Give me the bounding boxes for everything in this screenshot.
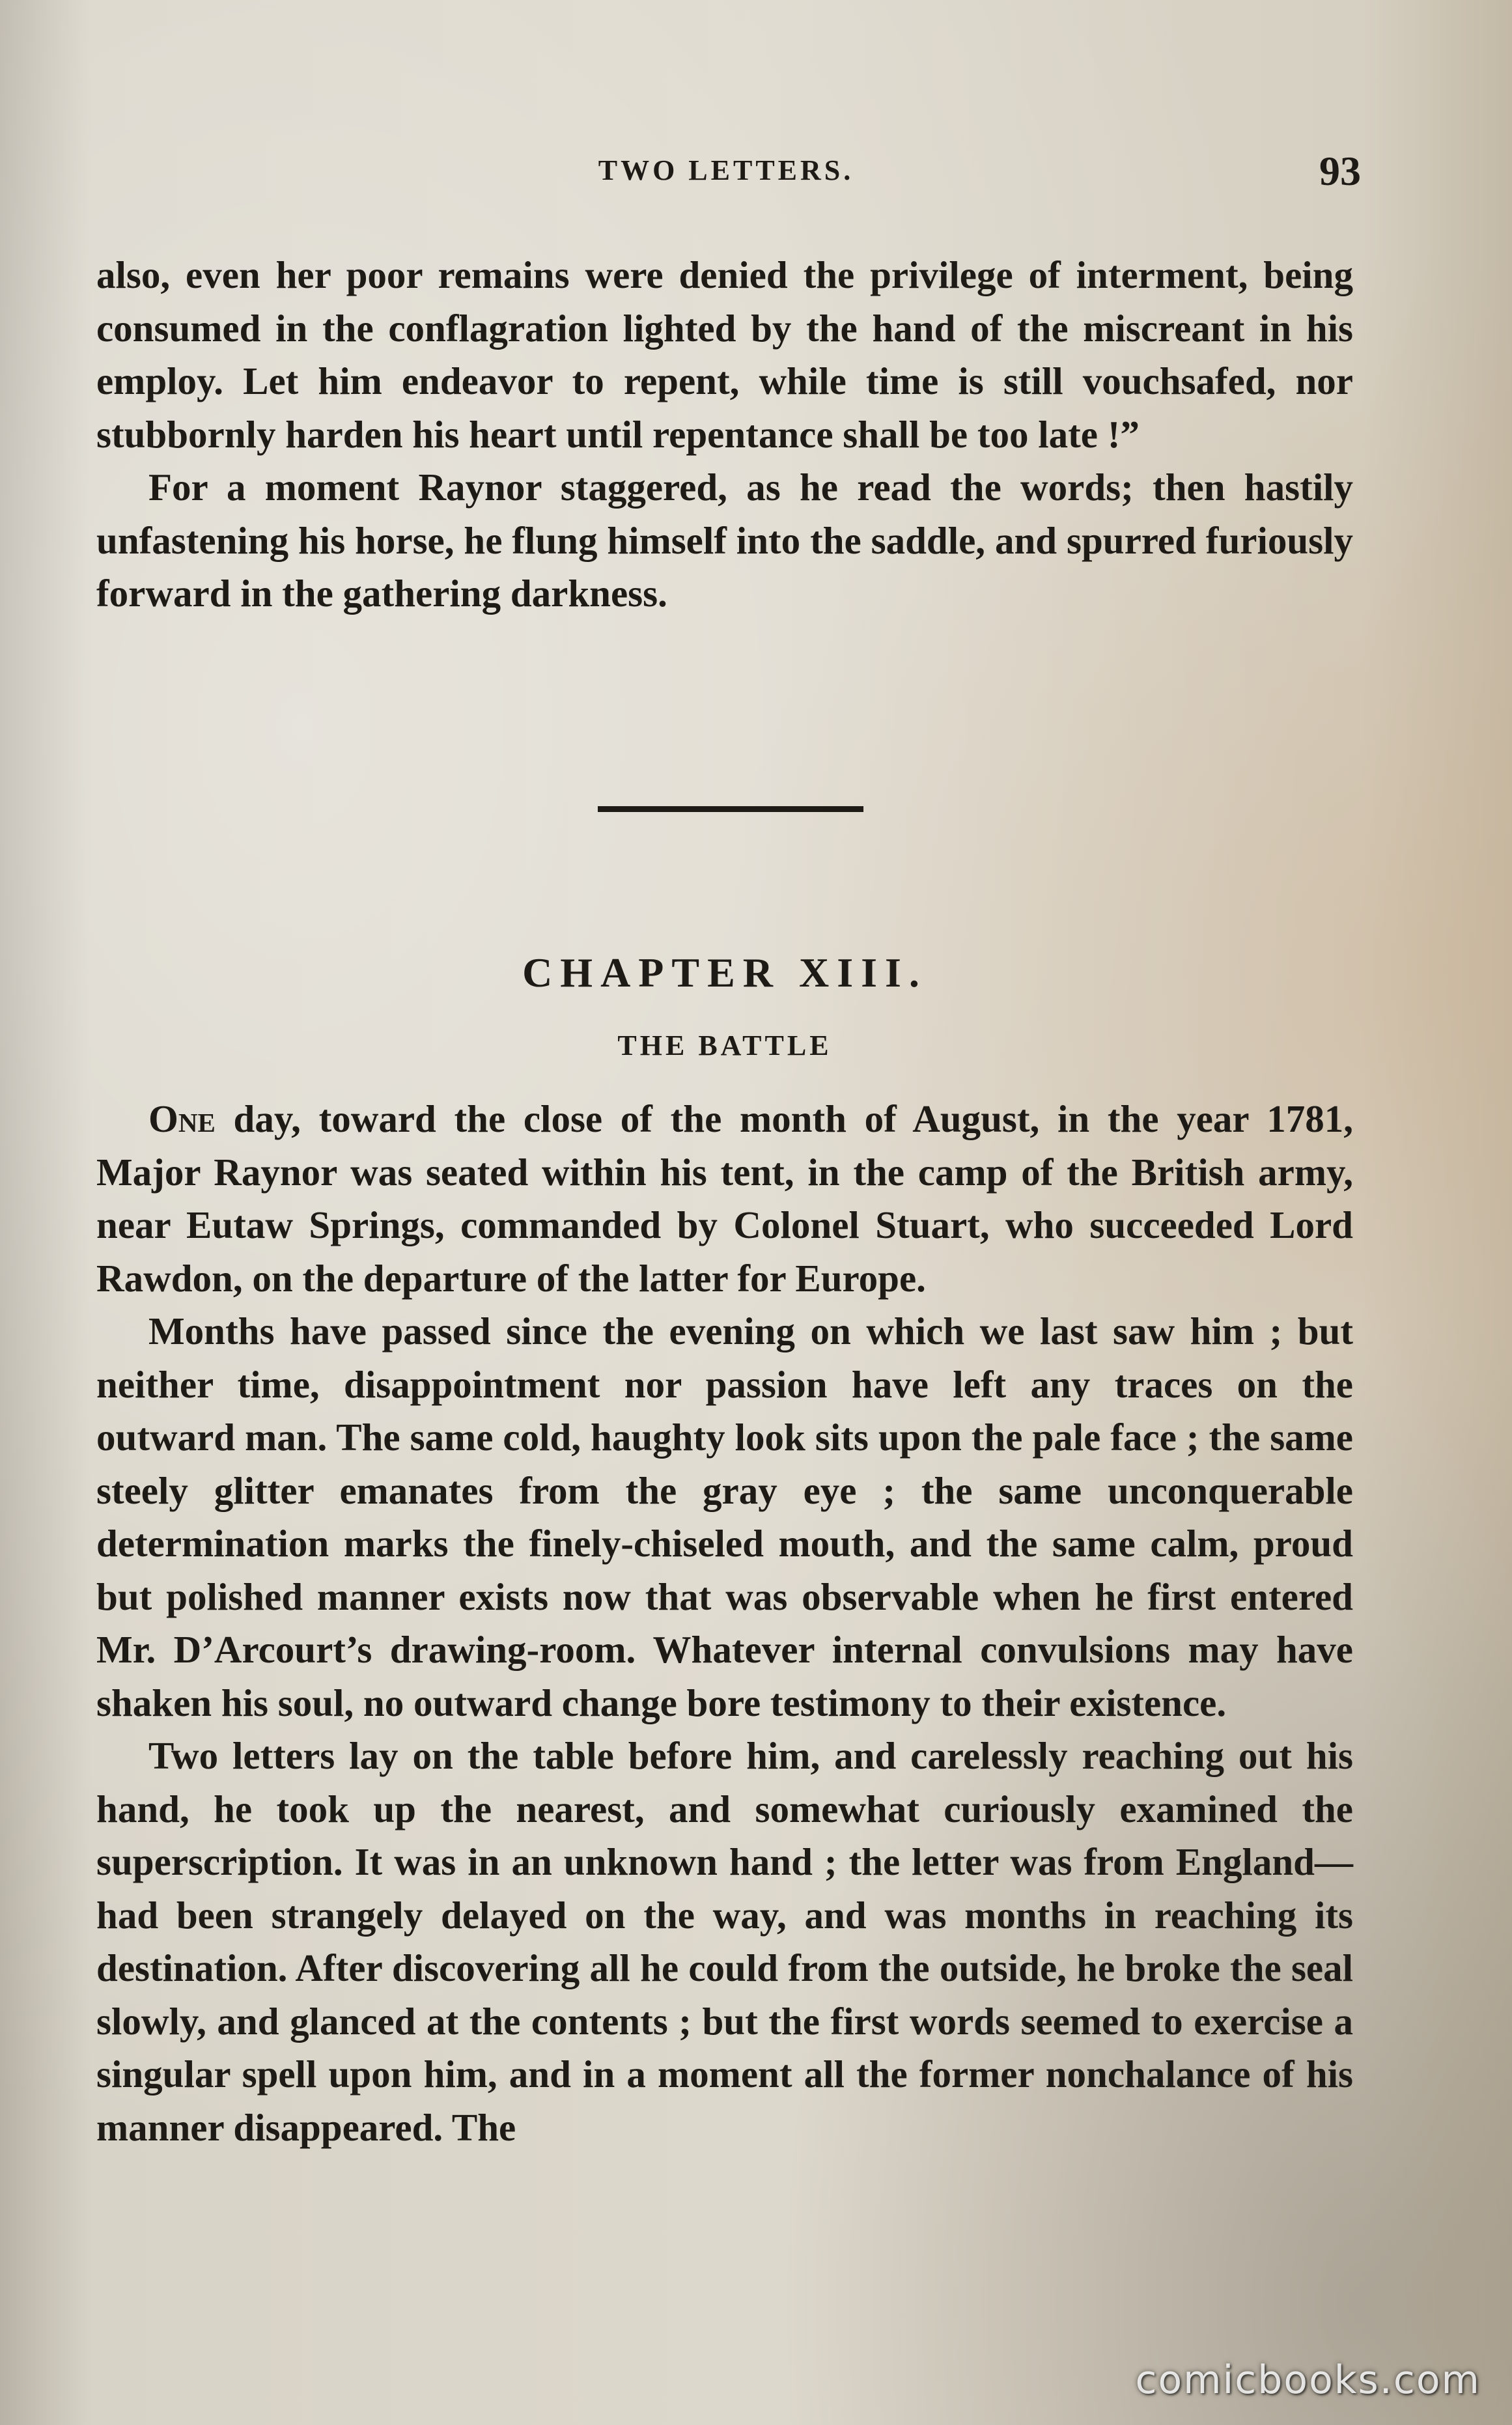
previous-chapter-ending — [96, 249, 1353, 621]
chapter-body — [96, 1093, 1353, 2154]
section-divider-rule — [598, 806, 863, 812]
running-title: TWO LETTERS. — [598, 154, 854, 186]
body-paragraph — [96, 1093, 1353, 1305]
body-paragraph: For a moment Raynor staggered, as he read the words; then hastily unfastening his horse, he flung himself into the saddle, and spurred furiously forward in the gathering darkness. — [96, 466, 1353, 615]
paragraph-text: day, toward the close of the month of August, in the year 1781, Major Raynor was seated within his tent, in the camp of the British army, near Eutaw Springs, commanded by Colonel Stuart, who succeeded Lord Rawdon, on the departure of the latter for Europe. — [96, 1097, 1353, 1300]
body-paragraph: Two letters lay on the table before him, and carelessly reaching out his hand, he took up the nearest, and somewhat curiously examined the superscription. It was in an unknown hand ; the letter was from England—had been strangely delayed on the way, and was months in reaching its destination. After discovering all he could from the outside, he broke the seal slowly, and glanced at the contents ; but the first words seemed to exercise a singular spell upon him, and in a moment all the former nonchalance of his manner disappeared. The — [96, 1734, 1353, 2149]
opening-word: One — [148, 1097, 216, 1140]
watermark: comicbooks.com — [1135, 2357, 1481, 2403]
body-paragraph: also, even her poor remains were denied the privilege of interment, being consumed in the conflagration lighted by the hand of the miscreant in his employ. Let him endeavor to repent, while time is still vouchsafed, nor stubbornly harden his heart until repentance shall be too late !” — [96, 253, 1353, 456]
page-number: 93 — [1319, 148, 1361, 194]
chapter-title: CHAPTER XIII. — [522, 949, 927, 996]
chapter-subtitle: THE BATTLE — [617, 1030, 832, 1061]
running-header — [91, 148, 1361, 206]
body-paragraph: Months have passed since the evening on which we last saw him ; but neither time, disappointment nor passion have left any traces on the outward man. The same cold, haughty look sits upon the pale face ; the same steely glitter emanates from the gray eye ; the same unconquerable determination marks the finely-chiseled mouth, and the same calm, proud but polished manner exists now that was observable when he first entered Mr. D’Arcourt’s drawing-room. Whatever internal convulsions may have shaken his soul, no outward change bore testimony to their existence. — [96, 1310, 1353, 1724]
